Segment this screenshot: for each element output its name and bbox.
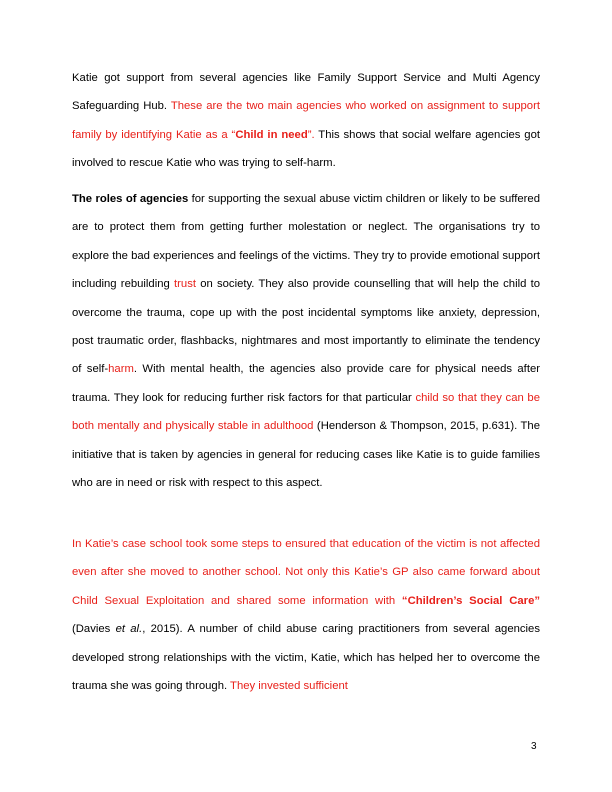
highlighted-text: They invested sufficient — [230, 680, 348, 693]
text-run: (Davies — [72, 623, 116, 636]
highlighted-text: child so that they can be both mentally and physically stable in adulthood — [72, 391, 540, 433]
text-run: on society. They also provide counselling that will help the child to overcome the trauma, cope up with the post incidental symptoms like anxiety, depression, post traumatic order, flashbacks, nightmares and most importantly to eliminate the tendency of self- — [72, 278, 541, 376]
paragraph-katies-case — [72, 530, 540, 700]
paragraph-agencies-support — [72, 64, 540, 178]
text-run: for supporting the sexual abuse victim children or likely to be suffered are to protect them from getting further molestation or neglect. The organisations try to explore the bad experiences and feelings of the victims. They try to provide emotional support including rebuilding — [72, 193, 540, 291]
text-run: This shows that social welfare agencies got involved to rescue Katie who was trying to self-harm. — [72, 128, 541, 170]
page-number: 3 — [531, 741, 537, 752]
highlighted-bold-text: “Children’s Social Care” — [401, 594, 540, 607]
text-run: . With mental health, the agencies also provide care for physical needs after trauma. They look for reducing further risk factors for that particular — [72, 363, 540, 404]
highlighted-text: ”. — [307, 128, 315, 141]
highlighted-text: In Katie’s case school took some steps to ensured that education of the victim is not affected even after she moved to another school. Not only this Katie’s GP also came forward about Child Sexual Exploitation and shared some information with — [72, 538, 540, 607]
highlighted-bold-text: Child in need — [235, 128, 308, 141]
paragraph-roles-of-agencies — [72, 185, 540, 497]
text-run: (Henderson & Thompson, 2015, p.631). The initiative that is taken by agencies in general for reducing cases like Katie is to guide families who are in need or risk with respect to this aspect. — [72, 420, 540, 490]
highlighted-text: These are the two main agencies who worked on assignment to support family by identifying Katie as a “ — [72, 100, 540, 141]
highlighted-text: trust — [174, 278, 196, 291]
highlighted-text: harm — [108, 363, 134, 376]
text-run: Katie got support from several agencies like Family Support Service and Multi Agency Safeguarding Hub. — [72, 72, 540, 113]
text-run: , 2015). A number of child abuse caring practitioners from several agencies developed strong relationships with the victim, Katie, which has helped her to overcome the trauma she was going through. — [72, 623, 540, 693]
italic-text: et al. — [115, 623, 143, 636]
bold-lead-text: The roles of agencies — [72, 193, 189, 205]
